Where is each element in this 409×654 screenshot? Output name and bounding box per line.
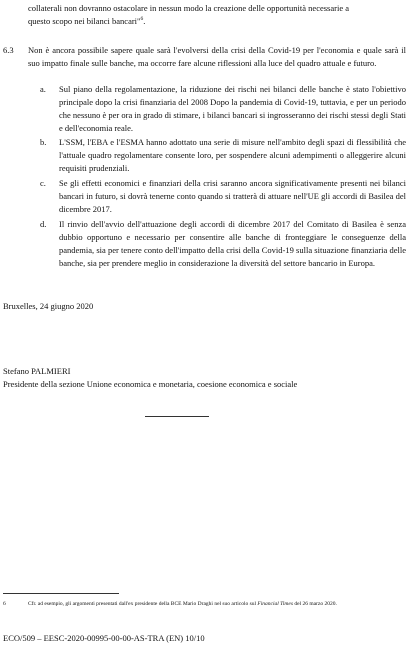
continuation-paragraph (28, 2, 406, 28)
place-date: Bruxelles, 24 giugno 2020 (3, 301, 94, 311)
list-item-letter: d. (40, 219, 47, 229)
list-item-letter: b. (40, 137, 47, 147)
document-footer: ECO/509 – EESC-2020-00995-00-00-AS-TRA (EN) 10/10 (3, 633, 205, 643)
footnote-text-after: del 26 marzo 2020. (293, 601, 337, 607)
footnote-reference[interactable]: 6 (140, 16, 144, 23)
list-item-text: Sul piano della regolamentazione, la riduzione dei rischi nei bilanci delle banche è stato l'obiettivo principale dopo la crisi finanziaria del 2008 Dopo la pandemia di Covid-19, tuttavia, e per un periodo che nessuno è per ora in grado di stimare, i bilanci bancari si ingrosseranno dei rischi stessi degli Stati e dell'economia reale. (59, 84, 406, 133)
section-number: 6.3 (3, 45, 14, 55)
continuation-line-1: collaterali non dovranno ostacolare in nessun modo la creazione delle opportunità necessarie a (28, 3, 349, 13)
signer-title: Presidente della sezione Unione economica e monetaria, coesione economica e sociale (3, 379, 298, 389)
list-item-letter: c. (40, 178, 46, 188)
closing-divider (145, 416, 209, 417)
footnote-text (28, 600, 406, 608)
list-item-text: Il rinvio dell'avvio dell'attuazione degli accordi di dicembre 2017 del Comitato di Basilea è senza dubbio opportuno e necessario per consentire alle banche di fronteggiare le conseguenze della pandemia, sia per tenere conto dell'impatto della crisi della Covid-19 sulla situazione finanziaria delle banche, sia per prendere meglio in considerazione la diversità del settore bancario in Europa. (59, 219, 406, 268)
footnote-source: Financial Times (257, 601, 293, 607)
list-item-letter: a. (40, 84, 46, 94)
continuation-line-2-end: . (143, 16, 146, 26)
section-intro: Non è ancora possibile sapere quale sarà l'evolversi della crisi della Covid-19 per l'economia e quale sarà il suo impatto finale sulle banche, ma occorre fare alcune riflessioni alla luce del quadro attuale e futuro. (28, 45, 406, 68)
list-item-text: L'SSM, l'EBA e l'ESMA hanno adottato una serie di misure nell'ambito degli spazi di flessibilità che l'attuale quadro regolamentare consente loro, per sospendere alcuni adempimenti o alleggerire alcuni requisiti prudenziali. (59, 137, 406, 173)
signer-name: Stefano PALMIERI (3, 366, 71, 376)
footnote-text-before: Cfr. ad esempio, gli argomenti presentati dall'ex presidente della BCE Mario Draghi nel suo articolo sul (28, 601, 258, 607)
footnote-number: 6 (3, 601, 6, 607)
footnote-divider (3, 593, 119, 594)
continuation-line-2: questo scopo nei bilanci bancari" (28, 16, 141, 26)
list-item-text: Se gli effetti economici e finanziari della crisi saranno ancora significativamente presenti nei bilanci bancari in futuro, si dovrà tenerne conto quando si tratterà di attuare nell'UE gli accordi di Basilea del dicembre 2017. (59, 178, 406, 214)
